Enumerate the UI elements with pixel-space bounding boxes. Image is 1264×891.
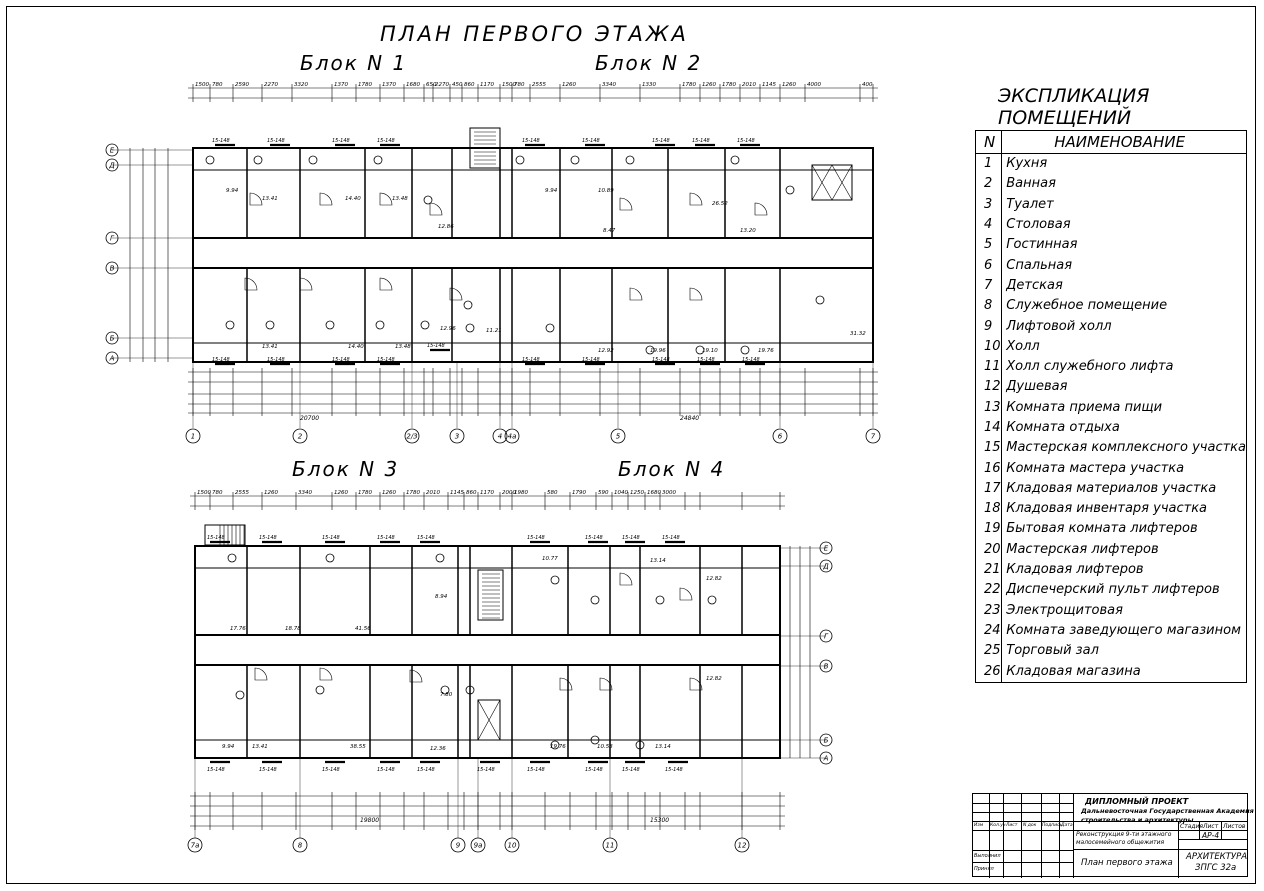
dimension-text-lower: 1040	[614, 490, 628, 496]
door-swing	[320, 668, 332, 680]
window-label: 15-148	[332, 138, 350, 144]
tb-project: ДИПЛОМНЫЙ ПРОЕКТ	[1085, 797, 1189, 806]
room-area: 38.55	[350, 744, 366, 750]
axis-marker-top-label: 3	[454, 432, 460, 441]
window-label: 15-148	[207, 767, 225, 773]
window-label: 15-148	[652, 138, 670, 144]
room-area: 12.82	[706, 576, 722, 582]
door-swing	[680, 588, 692, 600]
explication-row-name: Мастерская комплексного участка	[1006, 440, 1246, 456]
explication-row-name: Холл служебного лифта	[1006, 359, 1174, 375]
block-3-title: Блок N 3	[292, 457, 400, 481]
row-axis-marker-right-label: Г	[824, 632, 828, 641]
dimension-total-block3: 19800	[360, 817, 380, 824]
room-area: 17.76	[230, 626, 246, 632]
tb-role-done: Выполнил	[974, 853, 1001, 859]
axis-marker-bottom-label: 7а	[190, 841, 200, 850]
tb-col-sign: Подпись	[1042, 823, 1063, 828]
room-tag	[571, 156, 579, 164]
room-area: 13.20	[740, 228, 756, 234]
dimension-text-top: 1500	[502, 82, 516, 88]
door-swing	[250, 193, 262, 205]
axis-marker-bottom-label: 12	[737, 841, 747, 850]
window-label: 15-148	[585, 767, 603, 773]
explication-row-name: Лифтовой холл	[1006, 318, 1112, 334]
window-label: 15-148	[692, 138, 710, 144]
block-2-title: Блок N 2	[595, 51, 703, 75]
explication-row-name: Кладовая лифтеров	[1006, 562, 1144, 578]
explication-row-number: 17	[976, 479, 1002, 499]
room-area: 13.41	[262, 344, 278, 350]
explication-row-name: Комната заведующего магазином	[1006, 622, 1241, 638]
window-label: 15-148	[377, 138, 395, 144]
dimension-text-lower: 1500	[197, 490, 211, 496]
room-tag	[786, 186, 794, 194]
explication-row-number: 1	[976, 154, 1002, 175]
window-label: 15-148	[742, 357, 760, 363]
window-label: 15-148	[332, 357, 350, 363]
row-axis-marker-label: А	[109, 354, 115, 363]
dimension-text-top: 2270	[264, 82, 278, 88]
room-tag	[551, 576, 559, 584]
dimension-text-lower: 590	[598, 490, 609, 496]
explication-row-number: 4	[976, 215, 1002, 235]
dimension-text-top: 780	[514, 82, 525, 88]
room-area: 12.96	[440, 326, 456, 332]
explication-row-number: 23	[976, 601, 1002, 621]
window-label: 15-148	[737, 138, 755, 144]
row-axis-marker-right-label: Е	[823, 544, 829, 553]
explication-row-number: 19	[976, 519, 1002, 539]
explication-header-name: НАИМЕНОВАНИЕ	[1002, 131, 1247, 154]
axis-marker-top-label: 1	[190, 432, 196, 441]
explication-row-name: Холл	[1006, 338, 1040, 354]
dimension-text-lower: 860	[466, 490, 477, 496]
tb-academy: Дальневосточная Государственная Академия	[1081, 807, 1254, 815]
window-label: 15-148	[322, 535, 340, 541]
dimension-text-top: 2010	[742, 82, 756, 88]
dimension-text-lower: 780	[212, 490, 223, 496]
axis-marker-top-label: 2/3	[406, 432, 418, 441]
window-label: 15-148	[522, 357, 540, 363]
tb-role-accepted: Принял	[974, 866, 994, 872]
explication-row-number: 2	[976, 174, 1002, 194]
dimension-text-lower: 2555	[235, 490, 249, 496]
door-swing	[630, 288, 642, 300]
dimension-text-lower: 580	[547, 490, 558, 496]
window-label: 15-148	[622, 767, 640, 773]
explication-row-name: Душевая	[1006, 379, 1068, 395]
window-label: 15-148	[267, 357, 285, 363]
row-axis-marker-right-label: Д	[823, 562, 829, 571]
room-tag	[466, 324, 474, 332]
window-label: 15-148	[527, 535, 545, 541]
row-axis-marker-label: Д	[109, 161, 115, 170]
tb-col-izm: Изм	[974, 823, 984, 828]
dimension-text-top: 1780	[722, 82, 736, 88]
room-tag	[656, 596, 664, 604]
window-label: 15-148	[622, 535, 640, 541]
explication-row-number: 7	[976, 276, 1002, 296]
tb-subject: Реконструкция 9-ти этажного малосемейного общежития	[1076, 831, 1172, 846]
room-area: 7.80	[440, 692, 453, 698]
upper-plan-outline	[193, 148, 873, 362]
explication-row-name: Служебное помещение	[1006, 298, 1168, 314]
explication-row-number: 3	[976, 195, 1002, 215]
room-tag	[236, 691, 244, 699]
dimension-text-top: 1370	[334, 82, 348, 88]
tb-faculty: строительства и архитектуры	[1081, 816, 1194, 824]
window-label: 15-148	[207, 535, 225, 541]
dimension-text-top: 2590	[235, 82, 249, 88]
room-tag	[374, 156, 382, 164]
row-axis-marker-label: Б	[109, 334, 115, 343]
row-axis-marker-label: В	[109, 264, 115, 273]
explication-row-name: Комната приема пищи	[1006, 399, 1163, 415]
dimension-text-top: 3320	[294, 82, 308, 88]
room-area: 19.76	[550, 744, 566, 750]
dimension-text-lower: 1145	[450, 490, 464, 496]
room-tag	[376, 321, 384, 329]
dimension-text-top: 1680	[406, 82, 420, 88]
door-swing	[690, 288, 702, 300]
row-axis-marker-right-label: В	[823, 662, 829, 671]
window-label: 15-148	[522, 138, 540, 144]
axis-marker-bottom-label: 9а	[473, 841, 483, 850]
explication-row-name: Детская	[1006, 277, 1063, 293]
door-swing	[430, 203, 442, 215]
door-swing	[320, 193, 332, 205]
explication-row-name: Кухня	[1006, 156, 1048, 172]
explication-row-number: 11	[976, 357, 1002, 377]
dimension-text-top: 1260	[562, 82, 576, 88]
room-area: 12.86	[438, 224, 454, 230]
dimension-text-lower: 1780	[358, 490, 372, 496]
explication-row-number: 5	[976, 235, 1002, 255]
room-tag	[326, 554, 334, 562]
dimension-text-lower: 1680	[647, 490, 661, 496]
dimension-text-top: 1780	[358, 82, 372, 88]
row-axis-marker-label: Г	[110, 234, 114, 243]
window-label: 15-148	[477, 767, 495, 773]
window-label: 15-148	[427, 343, 445, 349]
door-swing	[380, 193, 392, 205]
room-tag	[266, 321, 274, 329]
explication-row-number: 15	[976, 438, 1002, 458]
window-label: 15-148	[652, 357, 670, 363]
window-label: 15-148	[267, 138, 285, 144]
tb-org: АРХИТЕКТУРА	[1186, 852, 1248, 862]
explication-row-name: Гостинная	[1006, 237, 1078, 253]
room-area: 18.78	[285, 626, 301, 632]
row-axis-marker-right-label: А	[823, 754, 829, 763]
explication-row-name: Электрощитовая	[1006, 602, 1123, 618]
explication-row-number: 25	[976, 641, 1002, 661]
room-area: 13.48	[392, 196, 408, 202]
window-label: 15-148	[665, 767, 683, 773]
row-axis-marker-label: Е	[109, 146, 115, 155]
room-tag	[254, 156, 262, 164]
window-label: 15-148	[697, 357, 715, 363]
room-area: 9.94	[226, 188, 239, 194]
dimension-text-lower: 2000	[502, 490, 516, 496]
room-tag	[326, 321, 334, 329]
explication-row-name: Диспечерский пульт лифтеров	[1006, 582, 1220, 598]
dimension-text-top: 860	[464, 82, 475, 88]
tb-sheet-name: План первого этажа	[1081, 858, 1173, 868]
dimension-text-top: 1370	[382, 82, 396, 88]
window-label: 15-148	[527, 767, 545, 773]
dimension-text-top: 4000	[807, 82, 821, 88]
dimension-text-top: 3340	[602, 82, 616, 88]
room-tag	[816, 296, 824, 304]
dimension-text-lower: 1170	[480, 490, 494, 496]
title-block	[972, 793, 1254, 877]
door-swing	[560, 678, 572, 690]
room-area: 13.41	[252, 744, 268, 750]
window-label: 15-148	[582, 138, 600, 144]
room-area: 41.56	[355, 626, 371, 632]
explication-row-number: 22	[976, 580, 1002, 600]
explication-header-n: N	[976, 131, 1002, 154]
room-area: 19.96	[650, 348, 666, 354]
explication-row-number: 8	[976, 296, 1002, 316]
dimension-text-top: 650	[426, 82, 437, 88]
window-label: 15-148	[212, 357, 230, 363]
explication-title: ЭКСПЛИКАЦИЯ ПОМЕЩЕНИЙ	[998, 85, 1150, 129]
dimension-text-top: 780	[212, 82, 223, 88]
room-tag	[226, 321, 234, 329]
dimension-text-lower: 1780	[406, 490, 420, 496]
explication-row-number: 16	[976, 458, 1002, 478]
dimension-total-block2: 24840	[680, 415, 700, 422]
drawing-title: ПЛАН ПЕРВОГО ЭТАЖА	[380, 22, 689, 46]
dimension-text-lower: 1250	[630, 490, 644, 496]
explication-row-name: Кладовая материалов участка	[1006, 480, 1217, 496]
room-area: 12.82	[706, 676, 722, 682]
room-tag	[436, 554, 444, 562]
room-area: 19.10	[702, 348, 718, 354]
explication-row-name: Комната отдыха	[1006, 420, 1120, 435]
dimension-text-top: 1145	[762, 82, 776, 88]
window-label: 15-148	[662, 535, 680, 541]
tb-code: АР-4	[1202, 831, 1220, 840]
window-label: 15-148	[322, 767, 340, 773]
window-label: 15-148	[259, 767, 277, 773]
stair-block3	[478, 570, 503, 620]
axis-marker-bottom-label: 10	[507, 841, 517, 850]
room-tag	[206, 156, 214, 164]
room-tag	[316, 686, 324, 694]
room-area: 14.40	[345, 196, 361, 202]
tb-sheets-label: Листов	[1223, 823, 1246, 830]
door-swing	[300, 278, 312, 290]
door-swing	[690, 193, 702, 205]
room-tag	[731, 156, 739, 164]
dimension-text-lower: 1260	[264, 490, 278, 496]
axis-marker-top-label: 4а	[507, 432, 517, 441]
axis-marker-bottom-label: 8	[297, 841, 303, 850]
block-1-title: Блок N 1	[300, 51, 408, 75]
room-tag	[309, 156, 317, 164]
room-area: 8.47	[603, 228, 616, 234]
axis-marker-top-label: 6	[777, 432, 783, 441]
tb-col-date: Дата	[1061, 823, 1073, 828]
dimension-text-lower: 2010	[426, 490, 440, 496]
window-label: 15-148	[377, 767, 395, 773]
explication-row-name: Торговый зал	[1006, 643, 1099, 659]
explication-row-name: Столовая	[1006, 217, 1071, 233]
dimension-text-lower: 1790	[572, 490, 586, 496]
explication-row-number: 26	[976, 661, 1002, 682]
explication-row-name: Кладовая магазина	[1006, 663, 1141, 679]
room-area: 14.40	[348, 344, 364, 350]
explication-row-number: 18	[976, 499, 1002, 519]
door-swing	[755, 203, 767, 215]
room-area: 13.14	[655, 744, 671, 750]
door-swing	[620, 198, 632, 210]
dimension-text-top: 1170	[480, 82, 494, 88]
room-area: 10.89	[598, 188, 614, 194]
explication-row-number: 24	[976, 621, 1002, 641]
window-label: 15-148	[417, 767, 435, 773]
door-swing	[255, 668, 267, 680]
explication-row-number: 10	[976, 337, 1002, 357]
row-axis-marker-right-label: Б	[823, 736, 829, 745]
dimension-text-top: 450	[452, 82, 463, 88]
explication-row-number: 12	[976, 377, 1002, 397]
room-tag	[741, 346, 749, 354]
room-tag	[516, 156, 524, 164]
explication-row-number: 6	[976, 255, 1002, 275]
dimension-text-top: 2555	[532, 82, 546, 88]
dimension-total-block1: 20700	[300, 415, 320, 422]
room-tag	[464, 301, 472, 309]
explication-row-name: Бытовая комната лифтеров	[1006, 521, 1198, 537]
axis-marker-top-label: 7	[870, 432, 876, 441]
room-tag	[708, 596, 716, 604]
explication-row-number: 14	[976, 418, 1002, 438]
window-label: 15-148	[212, 138, 230, 144]
door-swing	[380, 278, 392, 290]
dimension-text-top: 1500	[195, 82, 209, 88]
window-label: 15-148	[377, 357, 395, 363]
explication-row-name: Ванная	[1006, 176, 1056, 192]
dimension-text-lower: 3340	[298, 490, 312, 496]
tb-col-list: Лист	[1006, 823, 1018, 828]
room-tag	[421, 321, 429, 329]
dimension-text-lower: 1260	[334, 490, 348, 496]
explication-row-name: Туалет	[1006, 196, 1054, 212]
room-tag	[546, 324, 554, 332]
room-area: 12.36	[430, 746, 446, 752]
room-tag	[591, 596, 599, 604]
tb-sheet-label: Лист	[1203, 823, 1219, 830]
explication-row-name: Комната мастера участка	[1006, 460, 1185, 476]
room-area: 13.14	[650, 558, 666, 564]
room-tag	[626, 156, 634, 164]
room-area: 26.52	[712, 201, 728, 207]
explication-row-name: Кладовая инвентаря участка	[1006, 501, 1208, 517]
room-area: 11.21	[486, 328, 502, 334]
window-label: 15-148	[259, 535, 277, 541]
dimension-text-top: 1260	[702, 82, 716, 88]
room-tag	[228, 554, 236, 562]
tb-col-ndok: N док	[1023, 823, 1037, 828]
room-area: 9.94	[222, 744, 235, 750]
room-area: 19.76	[758, 348, 774, 354]
dimension-text-top: 1780	[682, 82, 696, 88]
room-area: 12.92	[598, 348, 614, 354]
dimension-text-top: 400	[862, 82, 873, 88]
dimension-text-lower: 1980	[514, 490, 528, 496]
window-label: 15-148	[377, 535, 395, 541]
axis-marker-bottom-label: 11	[605, 841, 615, 850]
room-area: 13.41	[262, 196, 278, 202]
tb-col-kol: Кол.уч	[990, 823, 1006, 828]
explication-row-number: 20	[976, 540, 1002, 560]
room-area: 10.77	[542, 556, 558, 562]
window-label: 15-148	[417, 535, 435, 541]
dimension-text-top: 2270	[435, 82, 449, 88]
tb-group: ЗПГС 32а	[1195, 863, 1237, 873]
explication-row-number: 13	[976, 398, 1002, 418]
window-label: 15-148	[582, 357, 600, 363]
explication-row-number: 21	[976, 560, 1002, 580]
dimension-text-top: 1260	[782, 82, 796, 88]
block-4-title: Блок N 4	[618, 457, 726, 481]
room-area: 10.53	[597, 744, 613, 750]
dimension-text-top: 1330	[642, 82, 656, 88]
dimension-text-lower: 1260	[382, 490, 396, 496]
room-area: 31.32	[850, 331, 866, 337]
axis-marker-top-label: 2	[297, 432, 303, 441]
explication-row-number: 9	[976, 316, 1002, 336]
window-label: 15-148	[585, 535, 603, 541]
dimension-total-block4: 15300	[650, 817, 670, 824]
door-swing	[620, 573, 632, 585]
tb-stage-label: Стадия	[1180, 823, 1204, 830]
explication-row-name: Спальная	[1006, 257, 1073, 273]
axis-marker-top-label: 4	[497, 432, 503, 441]
explication-row-name: Мастерская лифтеров	[1006, 541, 1159, 557]
room-area: 9.94	[545, 188, 558, 194]
room-area: 8.94	[435, 594, 448, 600]
axis-marker-top-label: 5	[615, 432, 621, 441]
dimension-text-lower: 3000	[662, 490, 676, 496]
room-area: 13.48	[395, 344, 411, 350]
axis-marker-bottom-label: 9	[455, 841, 461, 850]
